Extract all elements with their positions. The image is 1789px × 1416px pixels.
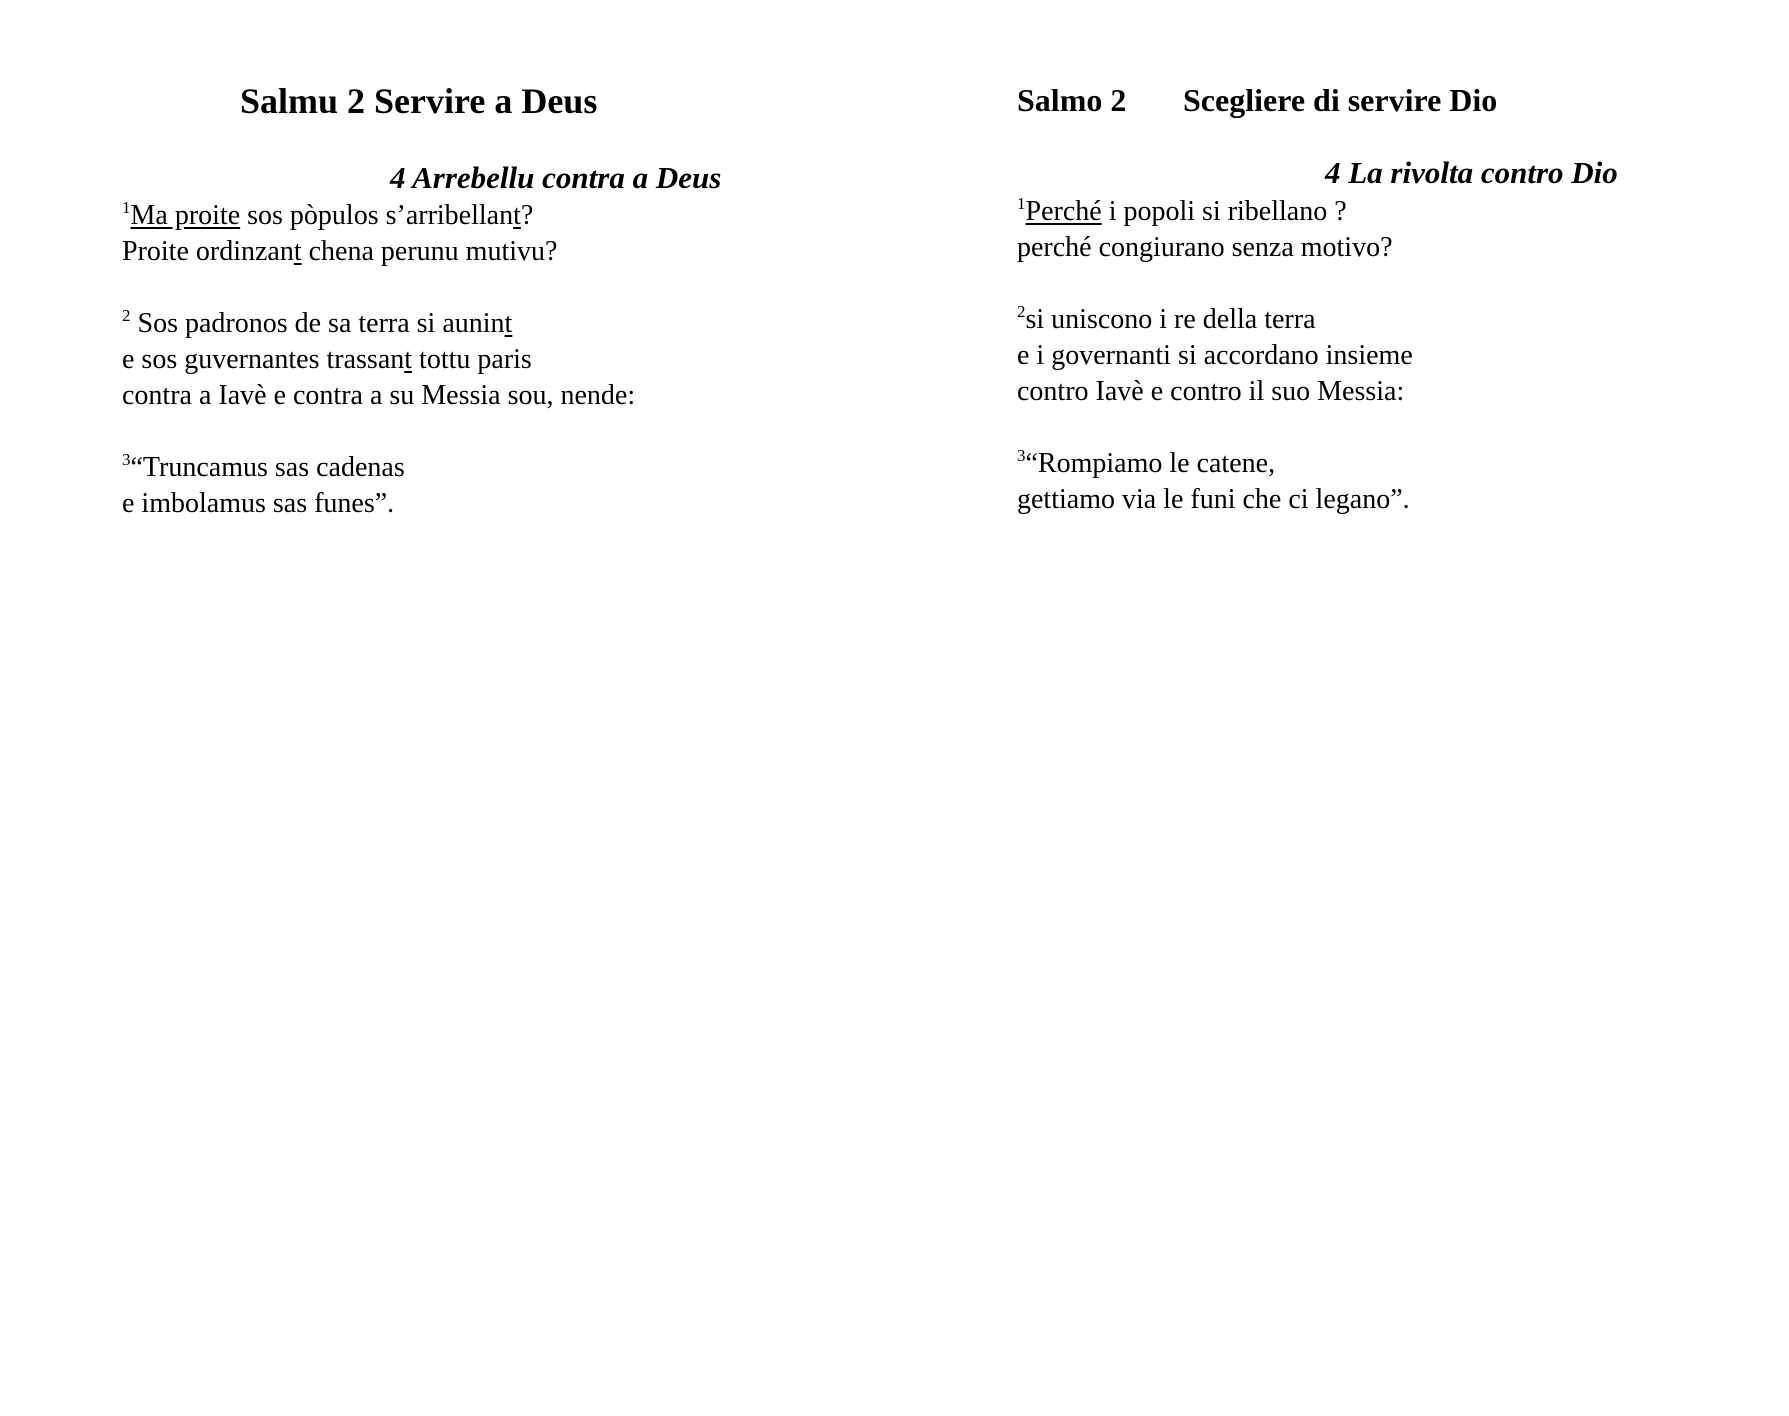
- left-verse-3-line-1: [122, 450, 635, 486]
- left-verse-2-line-1: [122, 306, 635, 342]
- right-verse-3-line-2: gettiamo via le funi che ci legano”.: [1017, 484, 1410, 515]
- right-verse-2-line-1: [1017, 302, 1413, 338]
- underlined-letter: t: [513, 200, 521, 231]
- verse-text: si uniscono i re della terra: [1025, 304, 1316, 335]
- left-section-heading: 4 Arrebellu contra a Deus: [390, 160, 722, 195]
- right-title-number: Salmo 2: [1017, 82, 1127, 118]
- verse-text: Sos padronos de sa terra si aunin: [130, 308, 505, 339]
- left-verse-2: [122, 306, 635, 414]
- right-verse-1-line-2: perché congiurano senza motivo?: [1017, 232, 1393, 263]
- verse-text: tottu paris: [412, 344, 532, 375]
- right-verse-2: [1017, 302, 1413, 410]
- underlined-text: Perché: [1025, 196, 1102, 227]
- left-verse-1-line-1: [122, 198, 635, 234]
- left-verses: [122, 198, 635, 558]
- right-verses: [1017, 194, 1413, 554]
- verse-number: 2: [1017, 302, 1026, 321]
- verse-text: “Rompiamo le catene,: [1025, 448, 1276, 479]
- verse-number: 2: [122, 306, 131, 325]
- verse-text: sos pòpulos s’arribellan: [240, 200, 514, 231]
- underlined-text: Ma proite: [130, 200, 241, 231]
- verse-text: Proite ordinzan: [122, 236, 294, 267]
- verse-number: 1: [1017, 194, 1026, 213]
- right-section-heading: 4 La rivolta contro Dio: [1325, 155, 1618, 190]
- left-verse-2-line-2: [122, 342, 635, 378]
- verse-text: e sos guvernantes trassan: [122, 344, 405, 375]
- right-verse-2-line-3: contro Iavè e contro il suo Messia:: [1017, 376, 1405, 407]
- verse-number: 1: [122, 198, 131, 217]
- left-verse-3-line-2: e imbolamus sas funes”.: [122, 488, 395, 519]
- verse-number: 3: [122, 450, 131, 469]
- underlined-letter: t: [404, 344, 413, 375]
- right-title-text: Scegliere di servire Dio: [1183, 82, 1498, 118]
- underlined-letter: t: [293, 236, 302, 267]
- right-verse-2-line-2: e i governanti si accordano insieme: [1017, 340, 1413, 371]
- left-verse-3: [122, 450, 635, 522]
- left-verse-1-line-2: [122, 234, 635, 270]
- right-verse-3: [1017, 446, 1413, 518]
- verse-text: chena perunu mutivu?: [301, 236, 558, 267]
- verse-text: ?: [520, 200, 534, 231]
- verse-number: 3: [1017, 446, 1026, 465]
- verse-text: “Truncamus sas cadenas: [130, 452, 405, 483]
- verse-text: i popoli si ribellano ?: [1101, 196, 1347, 227]
- underlined-letter: t: [504, 308, 513, 339]
- right-verse-3-line-1: [1017, 446, 1413, 482]
- left-verse-2-line-3: contra a Iavè e contra a su Messia sou, nende:: [122, 380, 636, 411]
- right-title: [1017, 82, 1497, 119]
- right-verse-1-line-1: [1017, 194, 1413, 230]
- left-title: Salmu 2 Servire a Deus: [240, 81, 598, 121]
- left-verse-1: [122, 198, 635, 270]
- right-verse-1: [1017, 194, 1413, 266]
